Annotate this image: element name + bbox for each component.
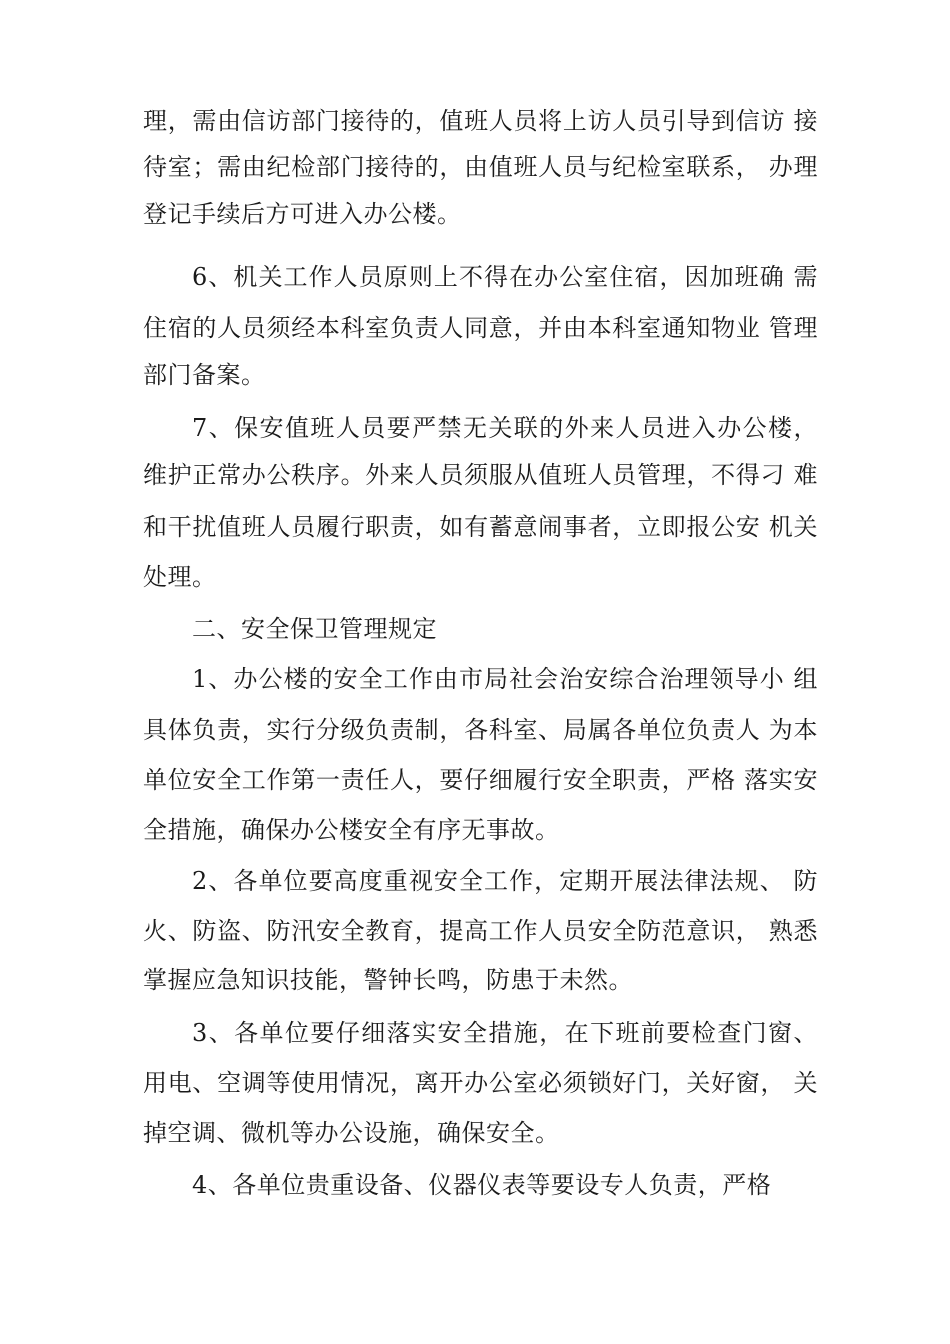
paragraph-start: 7、保安值班人员要严禁无关联的外来人员进入办公楼， (192, 414, 818, 442)
paragraph-start: 1、办公楼的安全工作由市局社会治安综合治理领导小 组 (192, 665, 818, 693)
paragraph-start: 6、机关工作人员原则上不得在办公室住宿，因加班确 需 (192, 263, 818, 291)
text-line: 掌握应急知识技能，警钟长鸣，防患于未然。 (143, 966, 633, 994)
paragraph-start: 4、各单位贵重设备、仪器仪表等要设专人负责，严格 (192, 1171, 772, 1199)
text-line: 理，需由信访部门接待的，值班人员将上访人员引导到信访 接 (143, 107, 818, 135)
text-line: 火、防盗、防汛安全教育，提高工作人员安全防范意识， 熟悉 (143, 917, 818, 945)
section-heading: 二、安全保卫管理规定 (192, 615, 437, 643)
text-line: 具体负责，实行分级负责制，各科室、局属各单位负责人 为本 (143, 716, 818, 744)
text-line: 和干扰值班人员履行职责，如有蓄意闹事者，立即报公安 机关 (143, 513, 818, 541)
text-line: 单位安全工作第一责任人，要仔细履行安全职责，严格 落实安 (143, 766, 818, 794)
text-line: 用电、空调等使用情况，离开办公室必须锁好门，关好窗， 关 (143, 1069, 818, 1097)
text-line: 待室；需由纪检部门接待的，由值班人员与纪检室联系， 办理 (143, 153, 818, 181)
paragraph-start: 3、各单位要仔细落实安全措施，在下班前要检查门窗、 (192, 1019, 818, 1047)
text-line: 掉空调、微机等办公设施，确保安全。 (143, 1119, 560, 1147)
paragraph-start: 2、各单位要高度重视安全工作，定期开展法律法规、 防 (192, 867, 818, 895)
text-line: 处理。 (143, 563, 217, 591)
text-line: 全措施，确保办公楼安全有序无事故。 (143, 816, 560, 844)
text-line: 维护正常办公秩序。外来人员须服从值班人员管理，不得刁 难 (143, 461, 818, 489)
text-line: 登记手续后方可进入办公楼。 (143, 200, 462, 228)
text-line: 部门备案。 (143, 361, 266, 389)
text-line: 住宿的人员须经本科室负责人同意，并由本科室通知物业 管理 (143, 314, 818, 342)
